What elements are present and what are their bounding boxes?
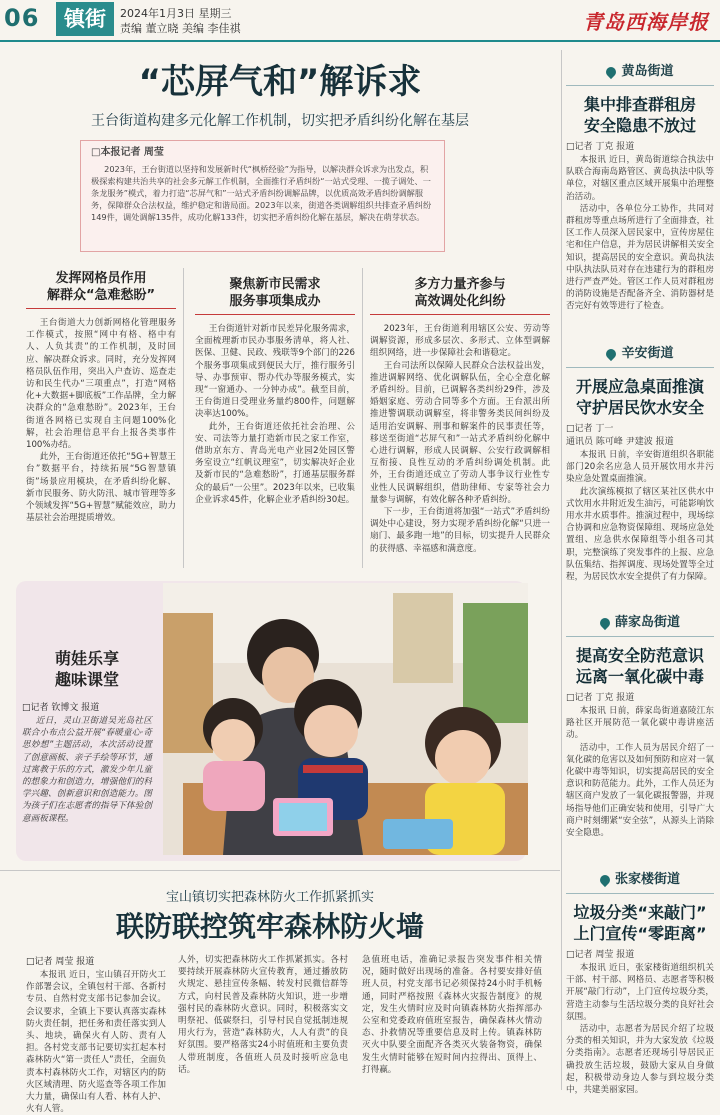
sidebar-paragraph: 此次演练模拟了辖区某社区供水中式饮用水井附近发生油污，可能影响饮用水井水质事件。推演过程中，现场综合协调和应急物资保障组、现场应急处置组、应急供水保障组等小组各司其职，完整演练了突发事件的上报、应急队伍集结、指挥调度、现场处置等全过程，为居民饮水安全提供了有力保障。	[566, 486, 714, 583]
bottom-paragraph: 人外，切实把森林防火工作抓紧抓实。各村要持续开展森林防火宣传教育，通过播放防火规定、悬挂宣传条幅、转发村民微信群等方式，向村民普及森林防火知识，进一步增强村民的森林防火意识。同时，积极落实文明祭祀、低碳祭扫，引导村民自觉抵制违规用火行为，营造“森林防火，人人有责”的良好氛围。要严格落实24小时值班和主要负责人带班制度，各值班人员及时接听应急电话。	[178, 955, 348, 1075]
sidebar-title: 提高安全防范意识 远离一氧化碳中毒	[575, 646, 704, 686]
main-subheadline: 王台街道构建多元化解工作机制，切实把矛盾纠纷化解在基层	[91, 113, 469, 129]
column-divider	[362, 268, 363, 568]
sidebar-paragraph: 本报讯 近日，黄岛街道综合执法中队联合海南岛路管区、黄岛执法中队等单位，对辖区重点区域开展集中治理整治活动。	[566, 155, 714, 202]
issue-meta	[120, 6, 241, 36]
sidebar-story-3	[566, 611, 714, 839]
bottom-headline: 联防联控筑牢森林防火墙	[115, 910, 424, 943]
column-paragraph: 2023年，王台街道利用辖区公安、劳动等调解资源，形成多层次、多形式、立体型调解组织网络，进一步保障社会和谐稳定。	[370, 324, 550, 359]
intro-box	[80, 140, 445, 252]
issue-date: 2024年1月3日 星期三	[120, 7, 232, 20]
main-column-1	[26, 270, 176, 524]
page-number: 06	[4, 4, 40, 32]
sidebar-paragraph: 本报讯 近日，张家楼街道组织机关干部、村干部、网格员、志愿者等积极开展“敲门行动”，上门宣传垃圾分类，营造主动参与生活垃圾分类的良好社会氛围。	[566, 963, 714, 1022]
bottom-paragraph: 本报讯 近日，宝山镇召开防火工作部署会议，全镇包村干部、各新村专员、自然村党支部书记参加会议。会议要求，全镇上下要认真落实森林防火责任制，把任务和责任落实到人头、地块，确保火有人防、责有人担。各村党支部书记要切实扛起本村森林防火“第一责任人”责任，全面负责本村森林防火工作，对辖区内的防火区域清理、防火巡查等各项工作加大力量，确保山有人看、林有人护、火有人管。	[26, 970, 166, 1115]
column-paragraph: 王台司法所以保障人民群众合法权益出发，推进调解网络、优化调解队伍，全心全意化解矛盾纠纷。目前，已调解各类纠纷29件，涉及婚姻家庭、劳动合同等多个方面。王台派出所推进警调联动调解室，将非警务类民间纠纷及适用治安调解、刑事和解案件的民事责任等，移送至街道“芯屏气和”一站式矛盾纠纷化解中心进行调解，形成人民调解、公安行政调解相互衔接、良性互动的矛盾纠纷调处机制。此外，王台街道还成立了劳动人事争议行业性专业性人民调解组织，借助律师、专家等社会力量参与调解，有效化解各种矛盾纠纷。	[370, 360, 550, 505]
main-byline: □本报记者 周莹	[91, 147, 164, 158]
sidebar-title: 垃圾分类“来敲门” 上门宣传“零距离”	[573, 903, 707, 943]
bottom-column-2	[178, 954, 348, 1094]
sidebar-title: 集中排查群租房 安全隐患不放过	[583, 95, 696, 135]
sidebar-byline: □记者 丁一 通讯员 陈可峰 尹建波 报道	[566, 424, 674, 447]
column-divider	[561, 50, 562, 1090]
issue-editors: 责编 董立晓 美编 李佳祺	[120, 22, 241, 35]
sidebar-location: 辛安街道	[621, 346, 674, 361]
sidebar-paragraph: 活动中，各单位分工协作，共同对群租房等重点场所进行了全面排查，社区工作人员深入居民家中，宣传房屋住宅和住户信息，并为居民讲解相关安全知识，提高居民的安全意识。黄岛执法中队执法队员对存在违建行为的群租房进行严查严处。管区工作人员对群租房的消防设施是否配备齐全、消防器材是否完好有效等进行了检查。	[566, 203, 714, 312]
sidebar-paragraph: 活动中，志愿者为居民介绍了垃圾分类的相关知识，并为大家发放《垃圾分类指南》。志愿者还现场引导居民正确投放生活垃圾，鼓励大家从自身做起，积极带动身边人参与到垃圾分类中，共建美丽家园。	[566, 1024, 714, 1096]
column-kicker: 发挥网格员作用 解群众“急难愁盼”	[46, 271, 156, 303]
photo-title: 萌娃乐享 趣味课堂	[54, 649, 119, 689]
sidebar-paragraph: 活动中，工作人员为居民介绍了一氧化碳的危害以及如何预防和应对一氧化碳中毒等知识，切实提高居民的安全意识和防范能力。此外，工作人员还为辖区商户发放了一氧化碳报警器，并现场指导他们正确安装和使用，引导广大商户时刻绷紧“安全弦”，从源头上消除安全隐患。	[566, 742, 714, 839]
kicker-rule	[26, 308, 176, 309]
sidebar-rule	[566, 636, 714, 637]
sidebar-location: 黄岛街道	[621, 64, 674, 79]
sidebar-story-1	[566, 60, 714, 313]
photo-byline: □记者 钦博文 报道	[22, 703, 100, 713]
photo-feature-text	[22, 590, 152, 825]
location-pin-icon	[604, 346, 618, 360]
bottom-kicker: 宝山镇切实把森林防火工作抓紧抓实	[165, 890, 374, 905]
column-paragraph: 此外，王台街道还依托“5G+智慧王台”数据平台，持续拓展“5G智慧镇街”场景应用模块，在矛盾纠纷化解、新市民服务、防火防汛、城市管理等多个领域发挥“5G+智慧”赋能效应，助力基层社会治理提质增效。	[26, 452, 176, 524]
classroom-photo-illustration	[163, 583, 528, 855]
column-kicker: 多方力量齐参与 高效调处化纠纷	[414, 277, 506, 309]
section-label: 镇街	[56, 2, 114, 36]
column-paragraph: 王台街道针对新市民差异化服务需求，全面梳理新市民办事服务清单，将人社、医保、卫健、民政、残联等9个部门的226个服务事项集成到便民大厅，推行服务引导、办事预审、帮办代办等服务模式，实现“一窗通办、一分钟办成”。截至目前，王台街道日受理业务量约800件，问题解决率达100%。	[195, 324, 355, 420]
sidebar-rule	[566, 85, 714, 86]
sidebar-story-4	[566, 868, 714, 1096]
column-paragraph: 此外，王台街道还依托社会治理、公安、司法等力量打造新市民之家工作室，借助京东方、青岛光电产业园2处园区警务室设立“红帆议理室”，切实解决好企业及新市民的“急难愁盼”，打通基层服务群众的最后“一公里”。2023年以来，已收集企业诉求45件，化解企业矛盾纠纷30起。	[195, 421, 355, 505]
classroom-photo	[163, 583, 528, 855]
sidebar-paragraph: 本报讯 日前，薛家岛街道嘉陵江东路社区开展防范一氧化碳中毒讲座活动。	[566, 706, 714, 741]
sidebar-location: 薛家岛街道	[614, 615, 680, 630]
kicker-rule	[195, 314, 355, 315]
sidebar-location: 张家楼街道	[614, 872, 680, 887]
location-pin-icon	[598, 872, 612, 886]
bottom-column-3	[362, 954, 542, 1094]
photo-caption: 近日，灵山卫街道吴光岛社区联合小布点公益开展“春暖童心·奇思妙想”主题活动，本次活动设置了创意画板、亲子手绘等环节，通过寓教于乐的方式，激发少年儿童的想象力和创造力，增强他们的科学兴趣、创新意识和创造能力。图为孩子们在志愿者的指导下体验创意画板课程。	[22, 716, 152, 824]
bottom-byline: □记者 周莹 报道	[26, 957, 95, 967]
main-column-2	[195, 276, 355, 506]
section-rule	[0, 870, 560, 871]
column-kicker: 聚焦新市民需求 服务事项集成办	[229, 277, 321, 309]
sidebar-byline: □记者 周莹 报道	[566, 950, 635, 960]
masthead-logo: 青岛西海岸报	[583, 10, 709, 34]
sidebar-rule	[566, 367, 714, 368]
column-paragraph: 王台街道大力创新网格化管理服务工作模式，按照“网中有格、格中有人、人负其责”的工作机制，及时回应、解决群众诉求。同时，充分发挥网格员队伍作用，突出入户查访、巡查走访和民生代办“三项重点”，打造“网格化+大数据+脚底板”工作品牌，全力解决群众的“急难愁盼”。2023年，王台街道各网格已实现自主问题100%化解，社会治理信息平台上报各类事件100%办结。	[26, 318, 176, 451]
column-divider	[183, 268, 184, 568]
kicker-rule	[370, 314, 550, 315]
sidebar-rule	[566, 893, 714, 894]
sidebar-byline: □记者 丁克 报道	[566, 142, 635, 152]
intro-text: 2023年，王台街道以坚持和发展新时代“枫桥经验”为指导，以解决群众诉求为出发点，积极探索构建共治共享的社会多元解工作机制，全面推行矛盾纠纷“一站式受理、一揽子调处、一条龙服务”模式，着力打造“芯屏气和”一站式矛盾纠纷调解品牌，以优质高效矛盾纠纷调解服务，保障群众合法权益，维护稳定和谐局面。2023年以来，街道各类调解组织共排查矛盾纠纷149件，调处调解135件，成功化解133件，切实把矛盾纠纷化解在基层，解决在萌芽状态。	[91, 164, 432, 222]
column-paragraph: 下一步，王台街道将加强“一站式”矛盾纠纷调处中心建设，努力实现矛盾纠纷化解“只进一扇门、最多跑一地”的目标，切实提升人民群众的获得感、幸福感和满意度。	[370, 507, 550, 554]
bottom-column-1	[26, 954, 166, 1115]
sidebar-title: 开展应急桌面推演 守护居民饮水安全	[575, 377, 704, 417]
sidebar-byline: □记者 丁克 报道	[566, 693, 635, 703]
location-pin-icon	[598, 615, 612, 629]
location-pin-icon	[604, 64, 618, 78]
main-column-3	[370, 276, 550, 555]
sidebar-story-2	[566, 342, 714, 583]
main-headline: “芯屏气和”解诉求	[138, 62, 422, 102]
sidebar-paragraph: 本报讯 日前，辛安街道组织各职能部门20余名应急人员开展饮用水井污染应急处置桌面推演。	[566, 450, 714, 485]
bottom-paragraph: 急值班电话，准确记录报告突发事件相关情况，随时做好出现场的准备。各村要安排好值班人员，村党支部书记必须保持24小时手机畅通，同时严格按照《森林火灾报告制度》的规定，发生火情时应及时向镇森林防火指挥部办公室和党委政府值班室报告，确保森林火情动态、扑救情况等重要信息及时上传。镇森林防灭火中队要全面配齐各类灭火装备物资，确保发生火情时能够在短时间内拉得出、顶得上、打得赢。	[362, 955, 542, 1075]
